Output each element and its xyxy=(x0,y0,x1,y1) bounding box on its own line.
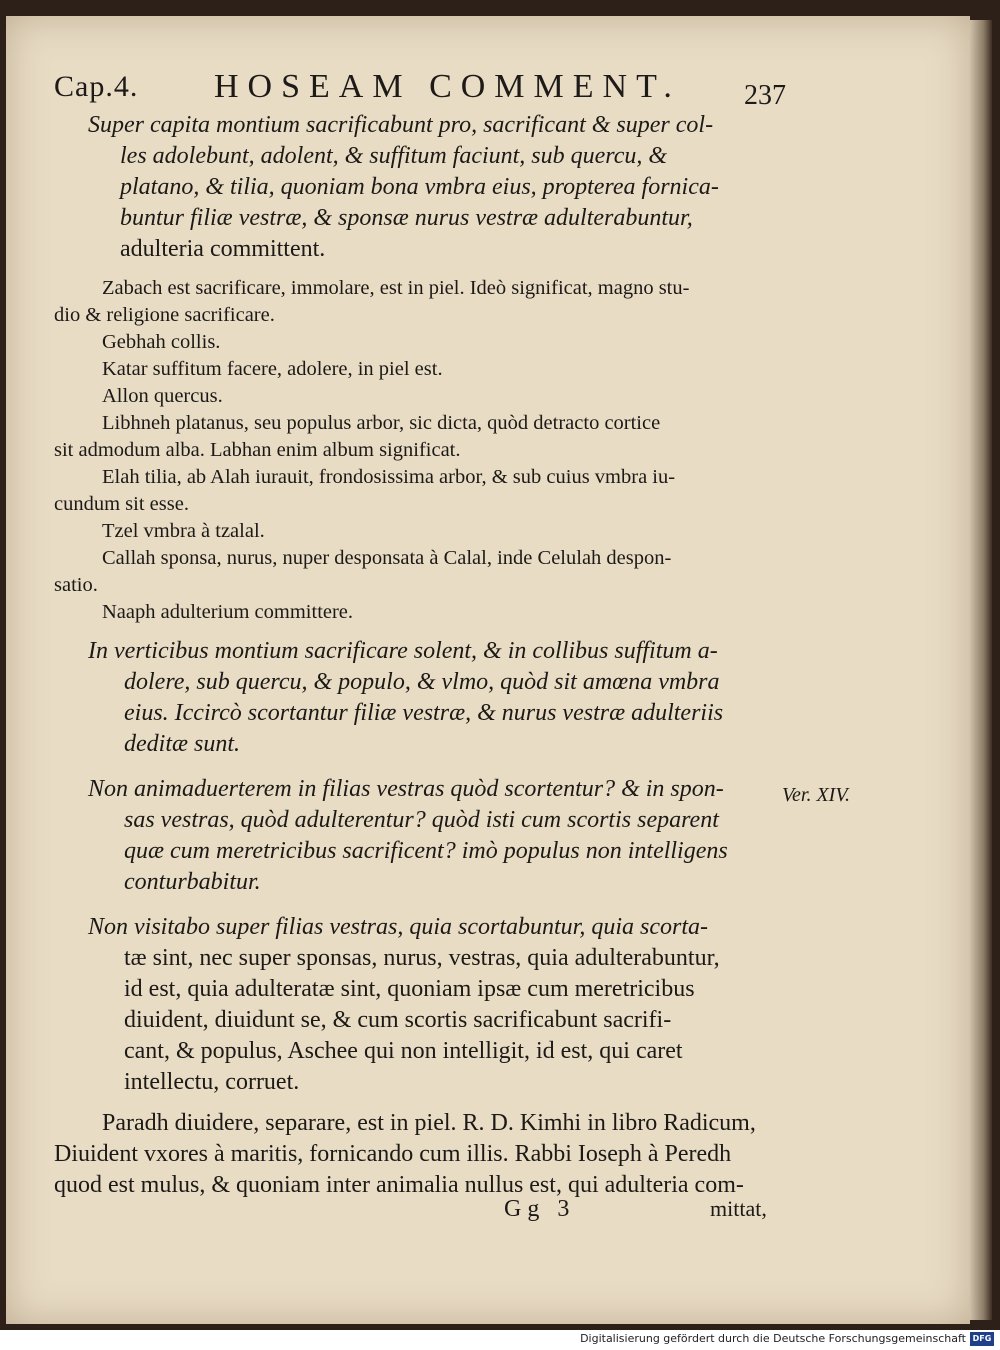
text-line: diuident, diuidunt se, & cum scortis sacrificabunt sacrifi- xyxy=(124,1007,672,1033)
text-line: eius. Iccircò scortantur filiæ vestræ, & nurus vestræ adulteriis xyxy=(124,700,724,726)
text-line: Non visitabo super filias vestras, quia scortabuntur, quia scorta- xyxy=(88,914,709,940)
text-line: Super capita montium sacrificabunt pro, sacrificant & super col- xyxy=(88,112,714,138)
text-line: Callah sponsa, nurus, nuper desponsata à Calal, inde Celulah despon- xyxy=(102,547,672,569)
text-line: adulteria committent. xyxy=(120,236,326,262)
text-line: sas vestras, quòd adulterentur? quòd isti cum scortis separent xyxy=(124,807,719,833)
text-line: les adolebunt, adolent, & suffitum faciunt, sub quercu, & xyxy=(120,143,668,169)
text-line: Gebhah collis. xyxy=(102,331,221,353)
text-line: deditæ sunt. xyxy=(124,731,241,757)
text-line: satio. xyxy=(54,574,98,596)
text-line: platano, & tilia, quoniam bona vmbra eius, propterea fornica- xyxy=(120,174,719,200)
text-line: Allon quercus. xyxy=(102,385,223,407)
text-line: cant, & populus, Aschee qui non intelligit, id est, qui caret xyxy=(124,1038,683,1064)
text-line: sit admodum alba. Labhan enim album significat. xyxy=(54,439,461,461)
margin-verse-note: Ver. XIV. xyxy=(782,784,850,806)
text-line: Zabach est sacrificare, immolare, est in piel. Ideò significat, magno stu- xyxy=(102,277,690,299)
funding-credit: Digitalisierung gefördert durch die Deutsche Forschungsgemeinschaft xyxy=(580,1332,966,1345)
dfg-logo: DFG xyxy=(970,1332,994,1346)
text-line: Katar suffitum facere, adolere, in piel est. xyxy=(102,358,443,380)
text-line: Naaph adulterium committere. xyxy=(102,601,354,623)
text-line: quod est mulus, & quoniam inter animalia nullus est, qui adulteria com- xyxy=(54,1172,744,1198)
page-edge xyxy=(970,20,992,1320)
text-line: cundum sit esse. xyxy=(54,493,189,515)
text-line: dolere, sub quercu, & populo, & vlmo, quòd sit amœna vmbra xyxy=(124,669,720,695)
page-number: 237 xyxy=(744,80,786,111)
footer-bar xyxy=(0,1330,1000,1350)
text-line: Paradh diuidere, separare, est in piel. R. D. Kimhi in libro Radicum, xyxy=(102,1110,756,1136)
page-header xyxy=(54,66,794,110)
text-line: Elah tilia, ab Alah iurauit, frondosissima arbor, & sub cuius vmbra iu- xyxy=(102,466,676,488)
text-line: Tzel vmbra à tzalal. xyxy=(102,520,265,542)
text-line: id est, quia adulteratæ sint, quoniam ipsæ cum meretricibus xyxy=(124,976,695,1002)
catchword: mittat, xyxy=(710,1196,767,1221)
text-line: Libhneh platanus, seu populus arbor, sic dicta, quòd detracto cortice xyxy=(102,412,661,434)
page-text xyxy=(54,110,782,1201)
text-line: tæ sint, nec super sponsas, nurus, vestras, quia adulterabuntur, xyxy=(124,945,720,971)
text-line: conturbabitur. xyxy=(124,869,261,895)
text-line: Diuident vxores à maritis, fornicando cum illis. Rabbi Ioseph à Peredh xyxy=(54,1141,732,1167)
running-title: HOSEAM COMMENT. xyxy=(214,68,681,105)
text-line: In verticibus montium sacrificare solent, & in collibus suffitum a- xyxy=(88,638,718,664)
signature-mark: Gg 3 xyxy=(504,1196,576,1222)
text-line: intellectu, corruet. xyxy=(124,1069,300,1095)
text-line: buntur filiæ vestræ, & sponsæ nurus vestræ adulterabuntur, xyxy=(120,205,693,231)
text-line: Non animaduerterem in filias vestras quòd scortentur? & in spon- xyxy=(88,776,724,802)
chapter-label: Cap.4. xyxy=(54,70,139,103)
text-line: quæ cum meretricibus sacrificent? imò populus non intelligens xyxy=(124,838,728,864)
text-line: dio & religione sacrificare. xyxy=(54,304,275,326)
